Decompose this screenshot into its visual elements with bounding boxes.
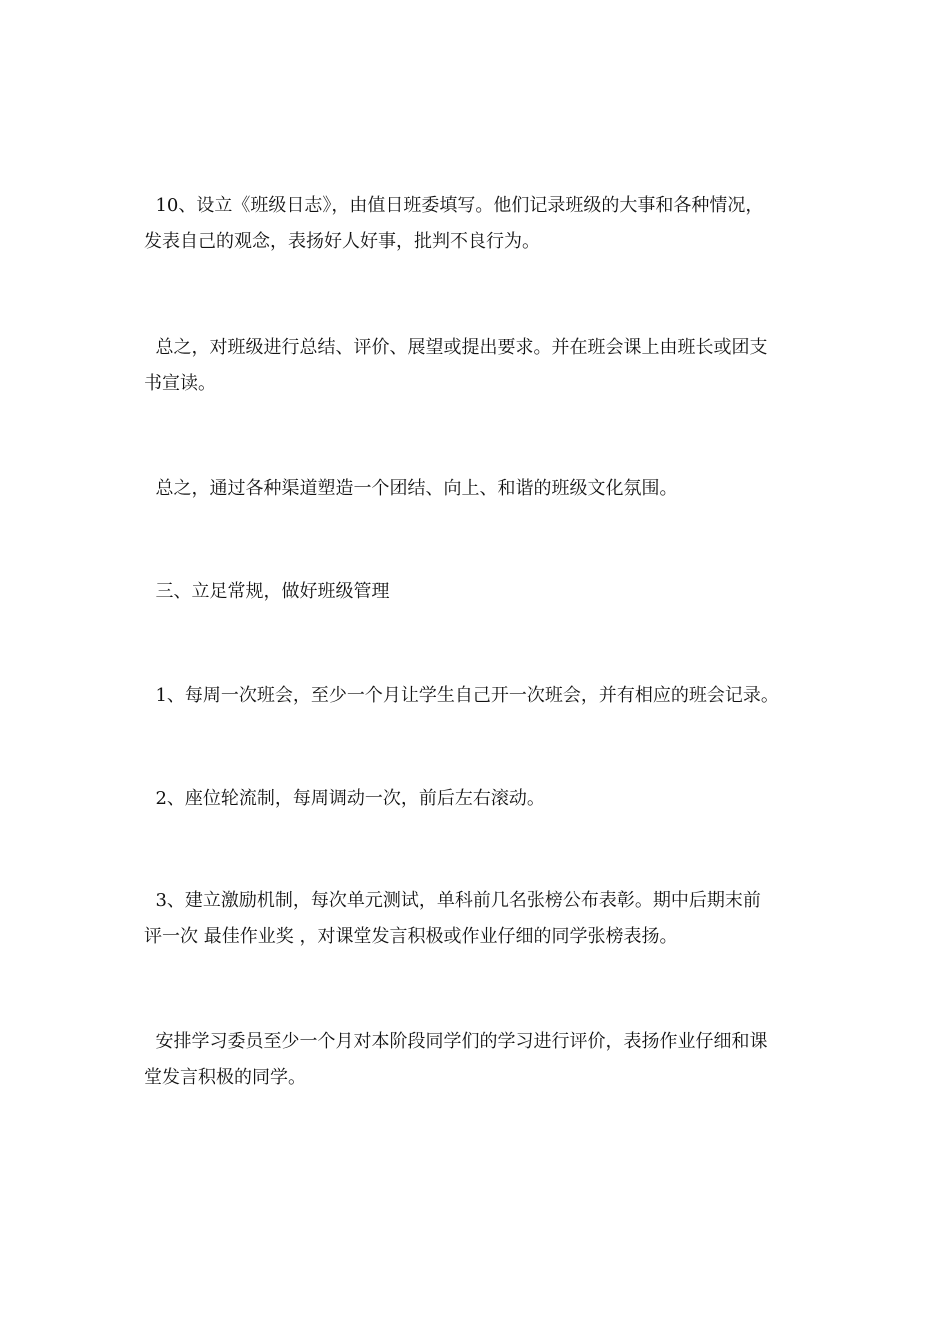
paragraph-item-3 (144, 883, 812, 955)
paragraph-study-committee (144, 1024, 812, 1096)
paragraph-item-1 (144, 678, 812, 714)
paragraph-line: 发表自己的观念，表扬好人好事，批判不良行为。 (144, 231, 540, 252)
section-heading-three (144, 574, 812, 610)
paragraph-line: 评一次 最佳作业奖 ，对课堂发言积极或作业仔细的同学张榜表扬。 (144, 926, 678, 947)
paragraph-line: 3、建立激励机制，每次单元测试，单科前几名张榜公布表彰。期中后期末前 (144, 890, 761, 911)
paragraph-class-diary (144, 188, 812, 260)
paragraph-line: 总之，通过各种渠道塑造一个团结、向上、和谐的班级文化氛围。 (144, 478, 678, 499)
paragraph-line: 10、设立《班级日志》，由值日班委填写。他们记录班级的大事和各种情况， (144, 195, 764, 216)
paragraph-item-2 (144, 781, 812, 817)
paragraph-summary-2 (144, 471, 812, 507)
paragraph-line: 1、每周一次班会，至少一个月让学生自己开一次班会，并有相应的班会记录。 (144, 685, 779, 706)
paragraph-line: 2、座位轮流制，每周调动一次，前后左右滚动。 (144, 788, 545, 809)
section-heading-line: 三、立足常规，做好班级管理 (144, 581, 390, 602)
paragraph-line: 堂发言积极的同学。 (144, 1067, 306, 1088)
paragraph-line: 安排学习委员至少一个月对本阶段同学们的学习进行评价，表扬作业仔细和课 (144, 1031, 768, 1052)
paragraph-line: 书宣读。 (144, 373, 216, 394)
paragraph-line: 总之，对班级进行总结、评价、展望或提出要求。并在班会课上由班长或团支 (144, 337, 768, 358)
paragraph-summary-1 (144, 330, 812, 402)
